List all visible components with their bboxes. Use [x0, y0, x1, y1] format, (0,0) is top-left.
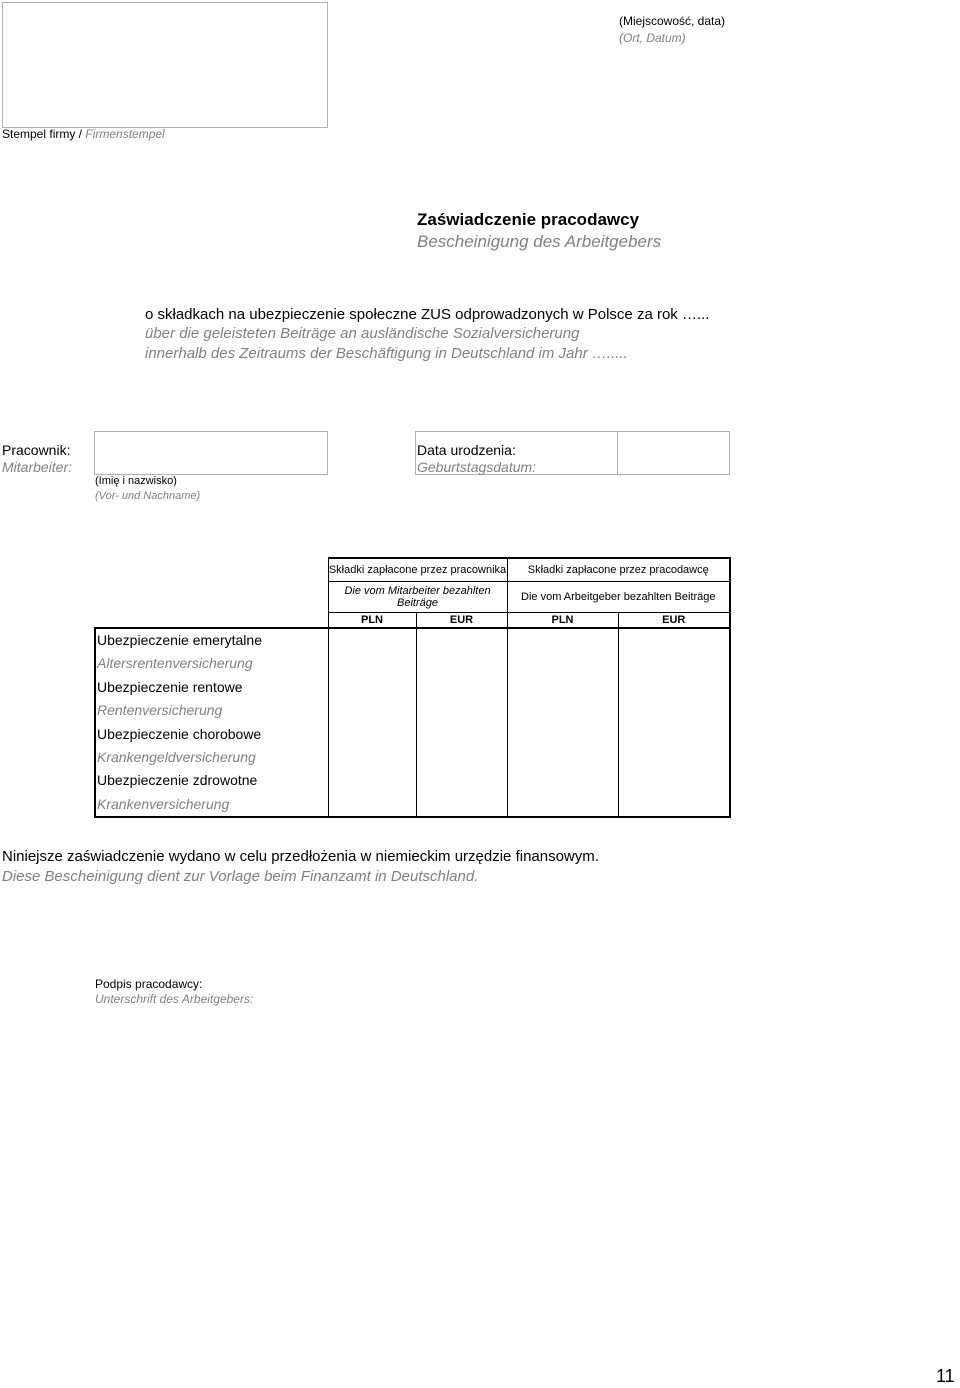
- birth-date-field[interactable]: [617, 431, 730, 475]
- company-stamp-label-pl: Stempel firmy /: [2, 127, 86, 141]
- contributions-table: [94, 557, 731, 818]
- table-corner: [95, 558, 328, 628]
- employer-paid-header-de: Die vom Arbeitgeber bezahlten Beiträge: [507, 582, 730, 613]
- company-stamp-label: [2, 127, 165, 141]
- insurance-type-labels: [95, 628, 328, 817]
- signature-label-de: Unterschrift des Arbeitgebers:: [95, 992, 254, 1006]
- signature-label-pl: Podpis pracodawcy:: [95, 977, 203, 991]
- employee-name-hint-de: (Vor- und Nachname): [95, 490, 201, 502]
- company-stamp-box[interactable]: [2, 2, 328, 128]
- intro-line-de-1: über die geleisteten Beiträge an ausländische Sozialversicherung: [145, 325, 580, 342]
- currency-header-employee-eur: EUR: [416, 613, 507, 629]
- employee-eur-cell[interactable]: [416, 628, 507, 817]
- employee-paid-header-de: Die vom Mitarbeiter bezahlten Beiträge: [328, 582, 507, 613]
- employee-label-de: Mitarbeiter:: [2, 459, 73, 475]
- employee-name-field[interactable]: [94, 431, 328, 475]
- employee-name-hint-pl: (Imię i nazwisko): [95, 475, 177, 487]
- pension-insurance-label-de: Altersrentenversicherung: [97, 655, 253, 672]
- health-insurance-label-de: Krankenversicherung: [97, 795, 230, 812]
- employer-eur-cell[interactable]: [618, 628, 730, 817]
- sickness-insurance-label-de: Krankengeldversicherung: [97, 748, 256, 765]
- pension-insurance-label-pl: Ubezpieczenie emerytalne: [97, 632, 262, 648]
- sickness-insurance-label-pl: Ubezpieczenie chorobowe: [97, 725, 262, 742]
- disability-insurance-label-pl: Ubezpieczenie rentowe: [97, 678, 243, 695]
- currency-header-employer-pln: PLN: [507, 613, 618, 629]
- currency-header-employer-eur: EUR: [618, 613, 730, 629]
- purpose-statement-pl: Niniejsze zaświadczenie wydano w celu przedłożenia w niemieckim urzędzie finansowym.: [2, 848, 599, 865]
- health-insurance-label-pl: Ubezpieczenie zdrowotne: [97, 772, 258, 789]
- place-date-label-pl: (Miejscowość, data): [619, 14, 726, 28]
- employer-pln-cell[interactable]: [507, 628, 618, 817]
- document-title-pl: Zaświadczenie pracodawcy: [417, 210, 640, 229]
- intro-line-pl: o składkach na ubezpieczenie społeczne ZUS odprowadzonych w Polsce za rok …...: [145, 306, 710, 323]
- birth-date-label-de: Geburtstagsdatum:: [417, 459, 537, 475]
- employer-paid-header-pl: Składki zapłacone przez pracodawcę: [507, 558, 730, 582]
- disability-insurance-label-de: Rentenversicherung: [97, 702, 223, 719]
- birth-date-label-pl: Data urodzenia:: [417, 442, 516, 458]
- page-number: 11: [936, 1366, 955, 1386]
- place-date-label-de: (Ort, Datum): [619, 31, 686, 45]
- employee-paid-header-pl: Składki zapłacone przez pracownika: [328, 558, 507, 582]
- employee-label-pl: Pracownik:: [2, 442, 71, 458]
- purpose-statement-de: Diese Bescheinigung dient zur Vorlage beim Finanzamt in Deutschland.: [2, 868, 479, 885]
- employee-pln-cell[interactable]: [328, 628, 416, 817]
- intro-line-de-2: innerhalb des Zeitraums der Beschäftigung in Deutschland im Jahr ….....: [145, 345, 628, 362]
- document-title-de: Bescheinigung des Arbeitgebers: [417, 232, 662, 251]
- currency-header-employee-pln: PLN: [328, 613, 416, 629]
- company-stamp-label-de: Firmenstempel: [85, 127, 165, 141]
